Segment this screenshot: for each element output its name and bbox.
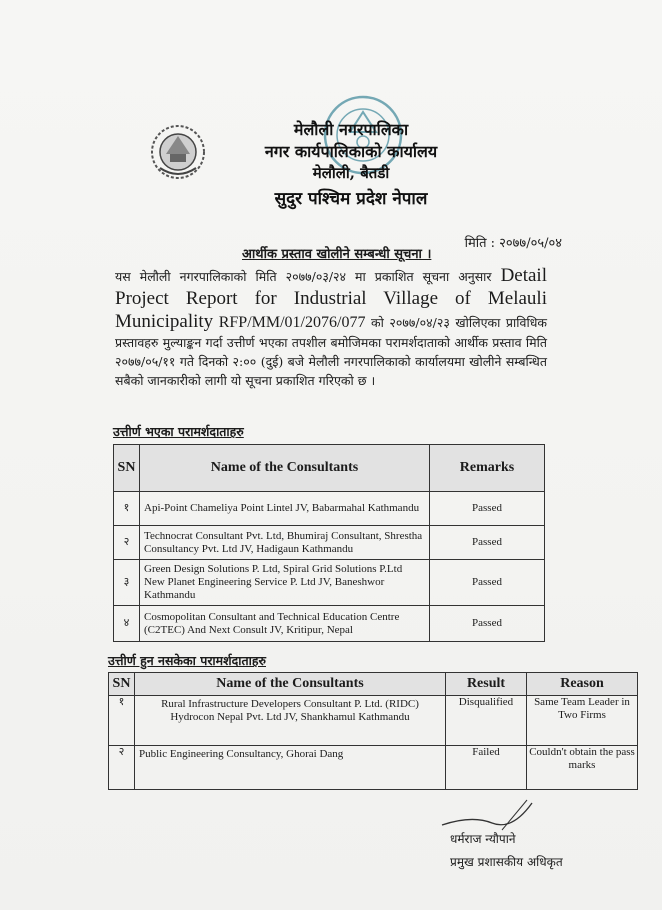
table-row	[114, 606, 545, 642]
notice-subject: आर्थीक प्रस्ताव खोलीने सम्बन्धी सूचना ।	[242, 247, 432, 262]
failed-section-title: उत्तीर्ण हुन नसकेका परामर्शदाताहरु	[108, 653, 266, 668]
column-header-sn: SN	[114, 445, 140, 492]
row-sn: १	[109, 696, 135, 746]
office-location: मेलौली, बैतडी	[312, 164, 390, 182]
office-name: मेलौली नगरपालिका	[293, 120, 409, 139]
table-row	[109, 696, 638, 746]
notice-date: मिति : २०७७/०५/०४	[464, 236, 562, 251]
row-sn: ४	[114, 606, 140, 642]
table-row	[109, 746, 638, 790]
row-sn: १	[114, 492, 140, 526]
row-result: Failed	[446, 746, 527, 790]
paragraph-part4: को २०७७/०४/२३ खोलिएका प्राविधिक प्रस्तावहरु मुल्याङ्कन गर्दा उत्तीर्ण भएका तपशील बमोजिमका परामर्शदाताको आर्थीक प्रस्ताव मिति २०७७/०५/११ गते दिनको २:०० (दुई) बजे मेलौली नगरपालिकाको कार्यालयमा खोलीने सम्बन्धित सबैको जानकारीको लागी यो सूचना प्रकाशित गरिएको छ ।	[115, 315, 547, 388]
row-name: Api-Point Chameliya Point Lintel JV, Babarmahal Kathmandu	[140, 492, 430, 526]
notice-paragraph	[115, 264, 547, 390]
signature-block	[450, 828, 563, 874]
office-subtitle: नगर कार्यपालिकाको कार्यालय	[264, 142, 438, 161]
signatory-title: प्रमुख प्रशासकीय अधिकृत	[450, 855, 563, 869]
row-remark: Passed	[430, 606, 545, 642]
column-header-name: Name of the Consultants	[135, 673, 446, 696]
row-name: Public Engineering Consultancy, Ghorai Dang	[135, 746, 446, 790]
row-name: Cosmopolitan Consultant and Technical Education Centre (C2TEC) And Next Consult JV, Kritipur, Nepal	[140, 606, 430, 642]
column-header-remarks: Remarks	[430, 445, 545, 492]
row-remark: Passed	[430, 526, 545, 560]
column-header-sn: SN	[109, 673, 135, 696]
row-result: Disqualified	[446, 696, 527, 746]
row-sn: २	[114, 526, 140, 560]
row-name: Technocrat Consultant Pvt. Ltd, Bhumiraj Consultant, Shrestha Consultancy Pvt. Ltd JV, Hadigaun Kathmandu	[140, 526, 430, 560]
paragraph-project-title: Detail Project Report for Industrial Village of Melauli Municipality	[115, 265, 547, 332]
row-name: Rural Infrastructure Developers Consultant P. Ltd. (RIDC) Hydrocon Nepal Pvt. Ltd JV, Shankhamul Kathmandu	[135, 696, 446, 746]
passed-section-title: उत्तीर्ण भएका परामर्शदाताहरु	[113, 424, 244, 439]
row-remark: Passed	[430, 560, 545, 606]
failed-consultants-table	[108, 672, 638, 790]
table-row	[114, 560, 545, 606]
office-province: सुदुर पश्चिम प्रदेश नेपाल	[274, 189, 428, 209]
row-remark: Passed	[430, 492, 545, 526]
paragraph-rfp-number: RFP/MM/01/2076/077	[218, 314, 366, 331]
column-header-reason: Reason	[527, 673, 638, 696]
table-row	[114, 492, 545, 526]
passed-consultants-table	[113, 444, 545, 642]
row-sn: २	[109, 746, 135, 790]
row-reason: Couldn't obtain the pass marks	[527, 746, 638, 790]
row-reason: Same Team Leader in Two Firms	[527, 696, 638, 746]
row-name: Green Design Solutions P. Ltd, Spiral Grid Solutions P.Ltd New Planet Engineering Service P. Ltd JV, Baneshwor Kathmandu	[140, 560, 430, 606]
signatory-name: धर्मराज न्यौपाने	[450, 832, 516, 846]
row-sn: ३	[114, 560, 140, 606]
column-header-name: Name of the Consultants	[140, 445, 430, 492]
paragraph-part1: यस मेलौली नगरपालिकाको मिति २०७७/०३/२४ मा प्रकाशित सूचना अनुसार	[115, 269, 492, 284]
column-header-result: Result	[446, 673, 527, 696]
table-row	[114, 526, 545, 560]
